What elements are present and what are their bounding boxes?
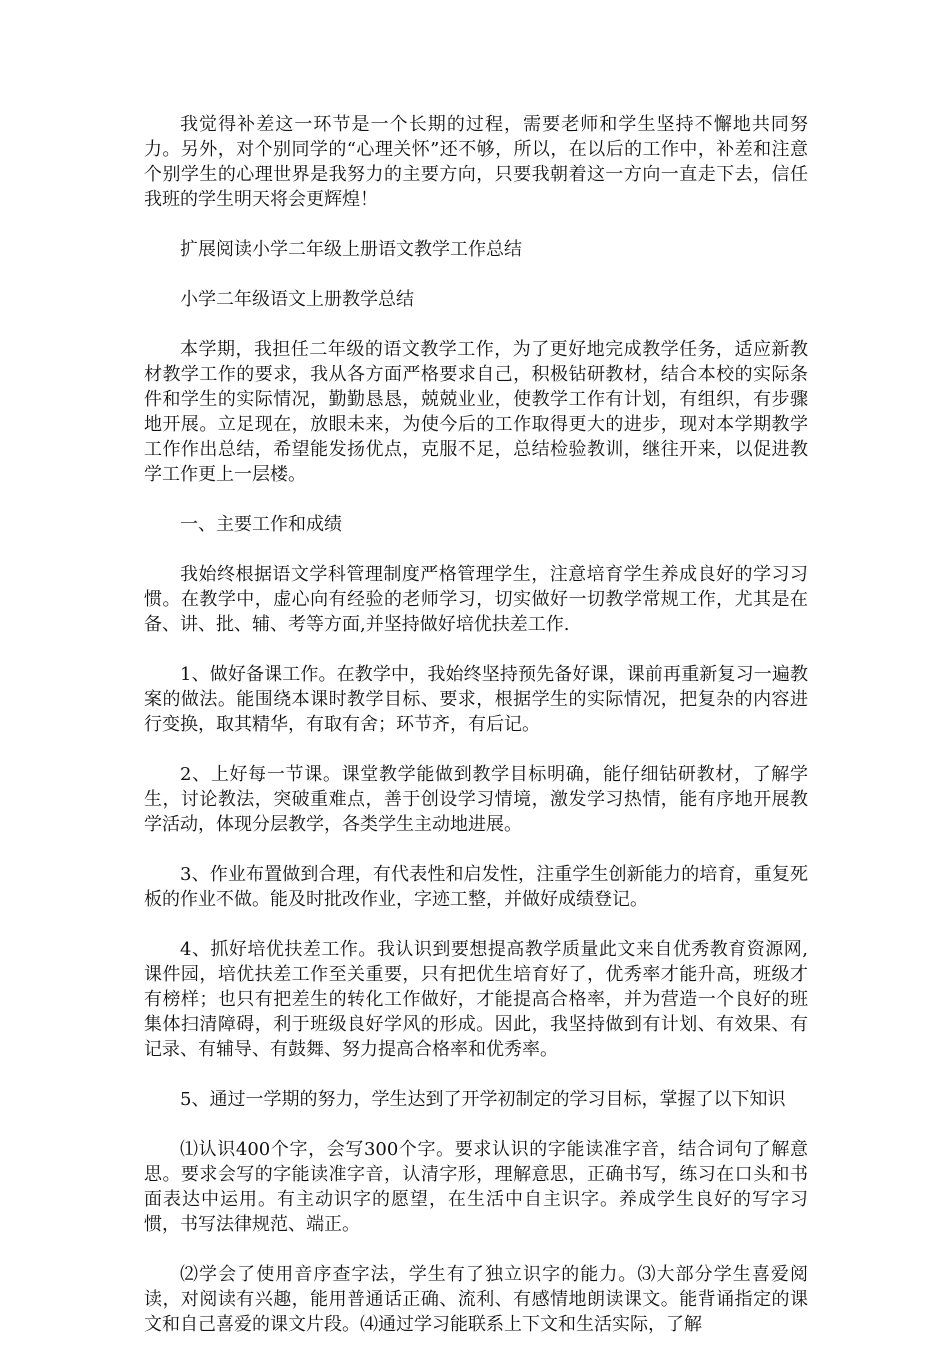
paragraph-subitem-1: ⑴认识400个字，会写300个字。要求认识的字能读准字音，结合词句了解意思。要求会写的字能读准字音，认清字形，理解意思，正确书写，练习在口头和书面表达中运用。有主动识字的愿望，在生活中自主识字。养成学生良好的写字习惯，书写法律规范、端正。 xyxy=(144,1139,808,1235)
paragraph-management: 我始终根据语文学科管理制度严格管理学生，注意培育学生养成良好的学习习惯。在教学中，虚心向有经验的老师学习，切实做好一切教学常规工作，尤其是在备、讲、批、辅、考等方面,并坚持做好培优扶差工作. xyxy=(144,564,808,635)
paragraph-item-5: 5、通过一学期的努力，学生达到了开学初制定的学习目标，掌握了以下知识 xyxy=(180,1089,786,1110)
section-heading-main-work: 一、主要工作和成绩 xyxy=(180,514,342,535)
paragraph-item-4: 4、抓好培优扶差工作。我认识到要想提高教学质量此文来自优秀教育资源网,课件园，培优扶差工作至关重要，只有把优生培育好了，优秀率才能升高，班级才有榜样；也只有把差生的转化工作做好，才能提高合格率，并为营造一个良好的班集体扫清障碍，利于班级良好学风的形成。因此，我坚持做到有计划、有效果、有记录、有辅导、有鼓舞、努力提高合格率和优秀率。 xyxy=(144,939,808,1060)
paragraph-conclusion: 我觉得补差这一环节是一个长期的过程，需要老师和学生坚持不懈地共同努力。另外，对个别同学的“心理关怀”还不够，所以，在以后的工作中，补差和注意个别学生的心理世界是我努力的主要方向，只要我朝着这一方向一直走下去，信任我班的学生明天将会更辉煌！ xyxy=(144,114,808,210)
paragraph-item-2: 2、上好每一节课。课堂教学能做到教学目标明确，能仔细钻研教材，了解学生，讨论教法，突破重难点，善于创设学习情境，激发学习热情，能有序地开展教学活动，体现分层教学，各类学生主动地进展。 xyxy=(144,764,808,835)
paragraph-subitem-2: ⑵学会了使用音序查字法，学生有了独立识字的能力。⑶大部分学生喜爱阅读，对阅读有兴趣，能用普通话正确、流利、有感情地朗读课文。能背诵指定的课文和自己喜爱的课文片段。⑷通过学习能联系上下文和生活实际，了解 xyxy=(144,1264,808,1335)
paragraph-item-3: 3、作业布置做到合理，有代表性和启发性，注重学生创新能力的培育，重复死板的作业不做。能及时批改作业，字迹工整，并做好成绩登记。 xyxy=(144,864,808,910)
paragraph-intro: 本学期，我担任二年级的语文教学工作，为了更好地完成教学任务，适应新教材教学工作的要求，我从各方面严格要求自己，积极钻研教材，结合本校的实际条件和学生的实际情况，勤勤恳恳，兢兢业业，使教学工作有计划，有组织，有步骤地开展。立足现在，放眼未来，为使今后的工作取得更大的进步，现对本学期教学工作作出总结，希望能发扬优点，克服不足，总结检验教训，继往开来，以促进教学工作更上一层楼。 xyxy=(144,339,808,485)
extended-reading-title: 扩展阅读小学二年级上册语文教学工作总结 xyxy=(180,239,522,260)
document-body xyxy=(144,112,808,1362)
paragraph-item-1: 1、做好备课工作。在教学中，我始终坚持预先备好课，课前再重新复习一遍教案的做法。能围绕本课时教学目标、要求，根据学生的实际情况，把复杂的内容进行变换，取其精华，有取有舍；环节齐，有后记。 xyxy=(144,664,808,735)
summary-title: 小学二年级语文上册教学总结 xyxy=(180,289,414,310)
